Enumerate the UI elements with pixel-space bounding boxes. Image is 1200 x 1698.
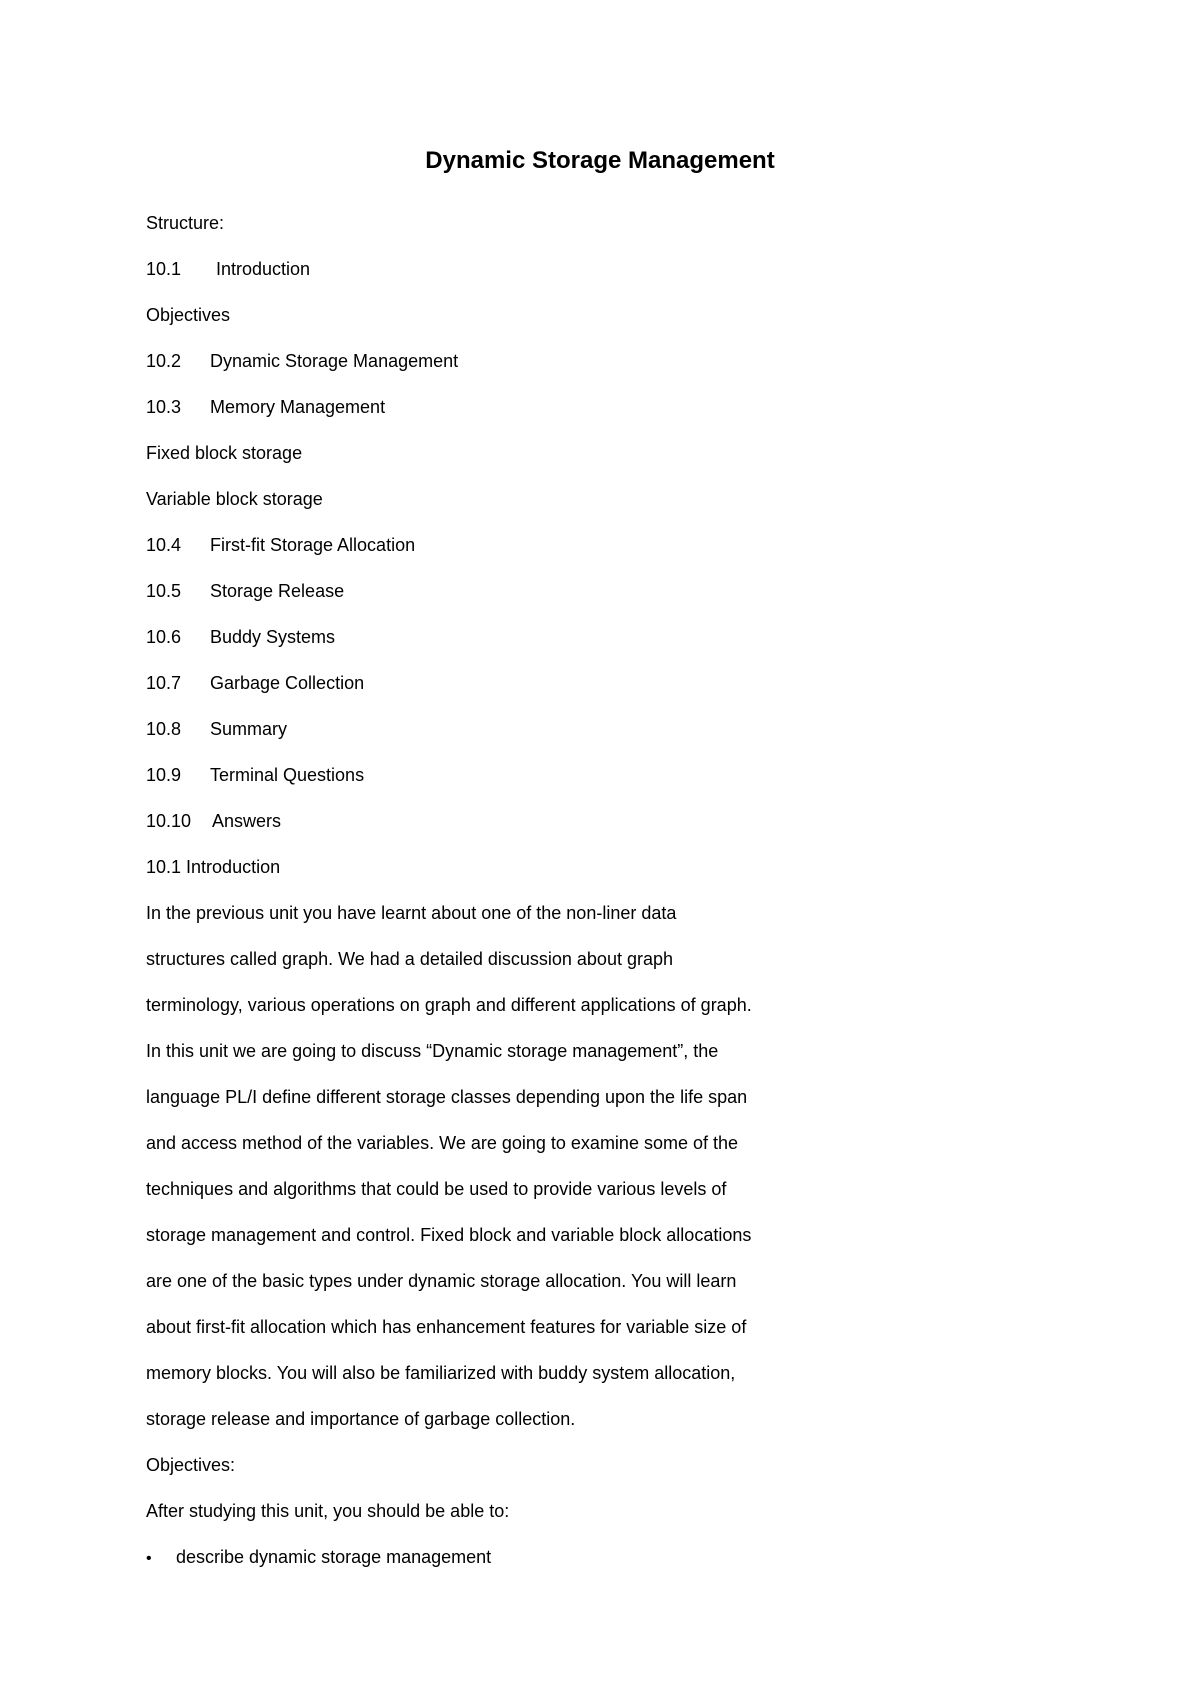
paragraph-line: In the previous unit you have learnt about one of the non-liner data bbox=[146, 903, 677, 923]
toc-label: Memory Management bbox=[210, 397, 386, 417]
toc-number: 10.4 bbox=[146, 535, 182, 555]
toc-label: Garbage Collection bbox=[210, 673, 365, 693]
toc-item bbox=[146, 384, 1046, 430]
paragraph-line: terminology, various operations on graph and different applications of graph. bbox=[146, 995, 752, 1015]
toc-item bbox=[146, 476, 1046, 522]
toc-item bbox=[146, 522, 1046, 568]
toc-item bbox=[146, 752, 1046, 798]
toc-label: Storage Release bbox=[210, 581, 345, 601]
paragraph-line: techniques and algorithms that could be used to provide various levels of bbox=[146, 1179, 727, 1199]
toc-label: Dynamic Storage Management bbox=[210, 351, 459, 371]
toc-item bbox=[146, 660, 1046, 706]
toc-label: Introduction bbox=[216, 259, 311, 279]
objective-text: describe dynamic storage management bbox=[176, 1547, 492, 1567]
section-heading-introduction: 10.1 Introduction bbox=[146, 857, 281, 877]
toc-number: 10.10 bbox=[146, 811, 192, 831]
toc-label: Fixed block storage bbox=[146, 443, 303, 463]
document-body bbox=[146, 200, 1046, 1580]
section-heading-objectives: Objectives: bbox=[146, 1455, 236, 1475]
toc-item bbox=[146, 246, 1046, 292]
toc-number: 10.8 bbox=[146, 719, 182, 739]
toc-number: 10.1 bbox=[146, 259, 182, 279]
paragraph-line: In this unit we are going to discuss “Dynamic storage management”, the bbox=[146, 1041, 719, 1061]
toc-item bbox=[146, 338, 1046, 384]
toc-number: 10.6 bbox=[146, 627, 182, 647]
toc-label: Buddy Systems bbox=[210, 627, 336, 647]
toc-number: 10.2 bbox=[146, 351, 182, 371]
toc-number: 10.9 bbox=[146, 765, 182, 785]
toc-label: Summary bbox=[210, 719, 288, 739]
toc-number: 10.3 bbox=[146, 397, 182, 417]
paragraph-line: language PL/I define different storage classes depending upon the life span bbox=[146, 1087, 748, 1107]
paragraph-line: structures called graph. We had a detailed discussion about graph bbox=[146, 949, 673, 969]
toc-item bbox=[146, 706, 1046, 752]
paragraph-line: and access method of the variables. We are going to examine some of the bbox=[146, 1133, 739, 1153]
toc-label: First-fit Storage Allocation bbox=[210, 535, 416, 555]
paragraph-line: about first-fit allocation which has enhancement features for variable size of bbox=[146, 1317, 747, 1337]
toc-label: Variable block storage bbox=[146, 489, 323, 509]
objective-list-item bbox=[146, 1534, 1046, 1580]
toc-item bbox=[146, 798, 1046, 844]
toc-item bbox=[146, 292, 1046, 338]
bullet-icon: • bbox=[146, 1550, 152, 1567]
toc-label: Answers bbox=[212, 811, 282, 831]
toc-item bbox=[146, 614, 1046, 660]
toc-label: Terminal Questions bbox=[210, 765, 365, 785]
paragraph-line: storage release and importance of garbage collection. bbox=[146, 1409, 576, 1429]
toc-item bbox=[146, 430, 1046, 476]
toc-number: 10.5 bbox=[146, 581, 182, 601]
paragraph-line: memory blocks. You will also be familiarized with buddy system allocation, bbox=[146, 1363, 736, 1383]
paragraph-line: are one of the basic types under dynamic storage allocation. You will learn bbox=[146, 1271, 737, 1291]
structure-label: Structure: bbox=[146, 213, 225, 233]
toc-label: Objectives bbox=[146, 305, 231, 325]
document-title: Dynamic Storage Management bbox=[425, 147, 775, 174]
toc-item bbox=[146, 568, 1046, 614]
paragraph-line: storage management and control. Fixed block and variable block allocations bbox=[146, 1225, 752, 1245]
toc-number: 10.7 bbox=[146, 673, 182, 693]
objectives-intro: After studying this unit, you should be able to: bbox=[146, 1501, 510, 1521]
